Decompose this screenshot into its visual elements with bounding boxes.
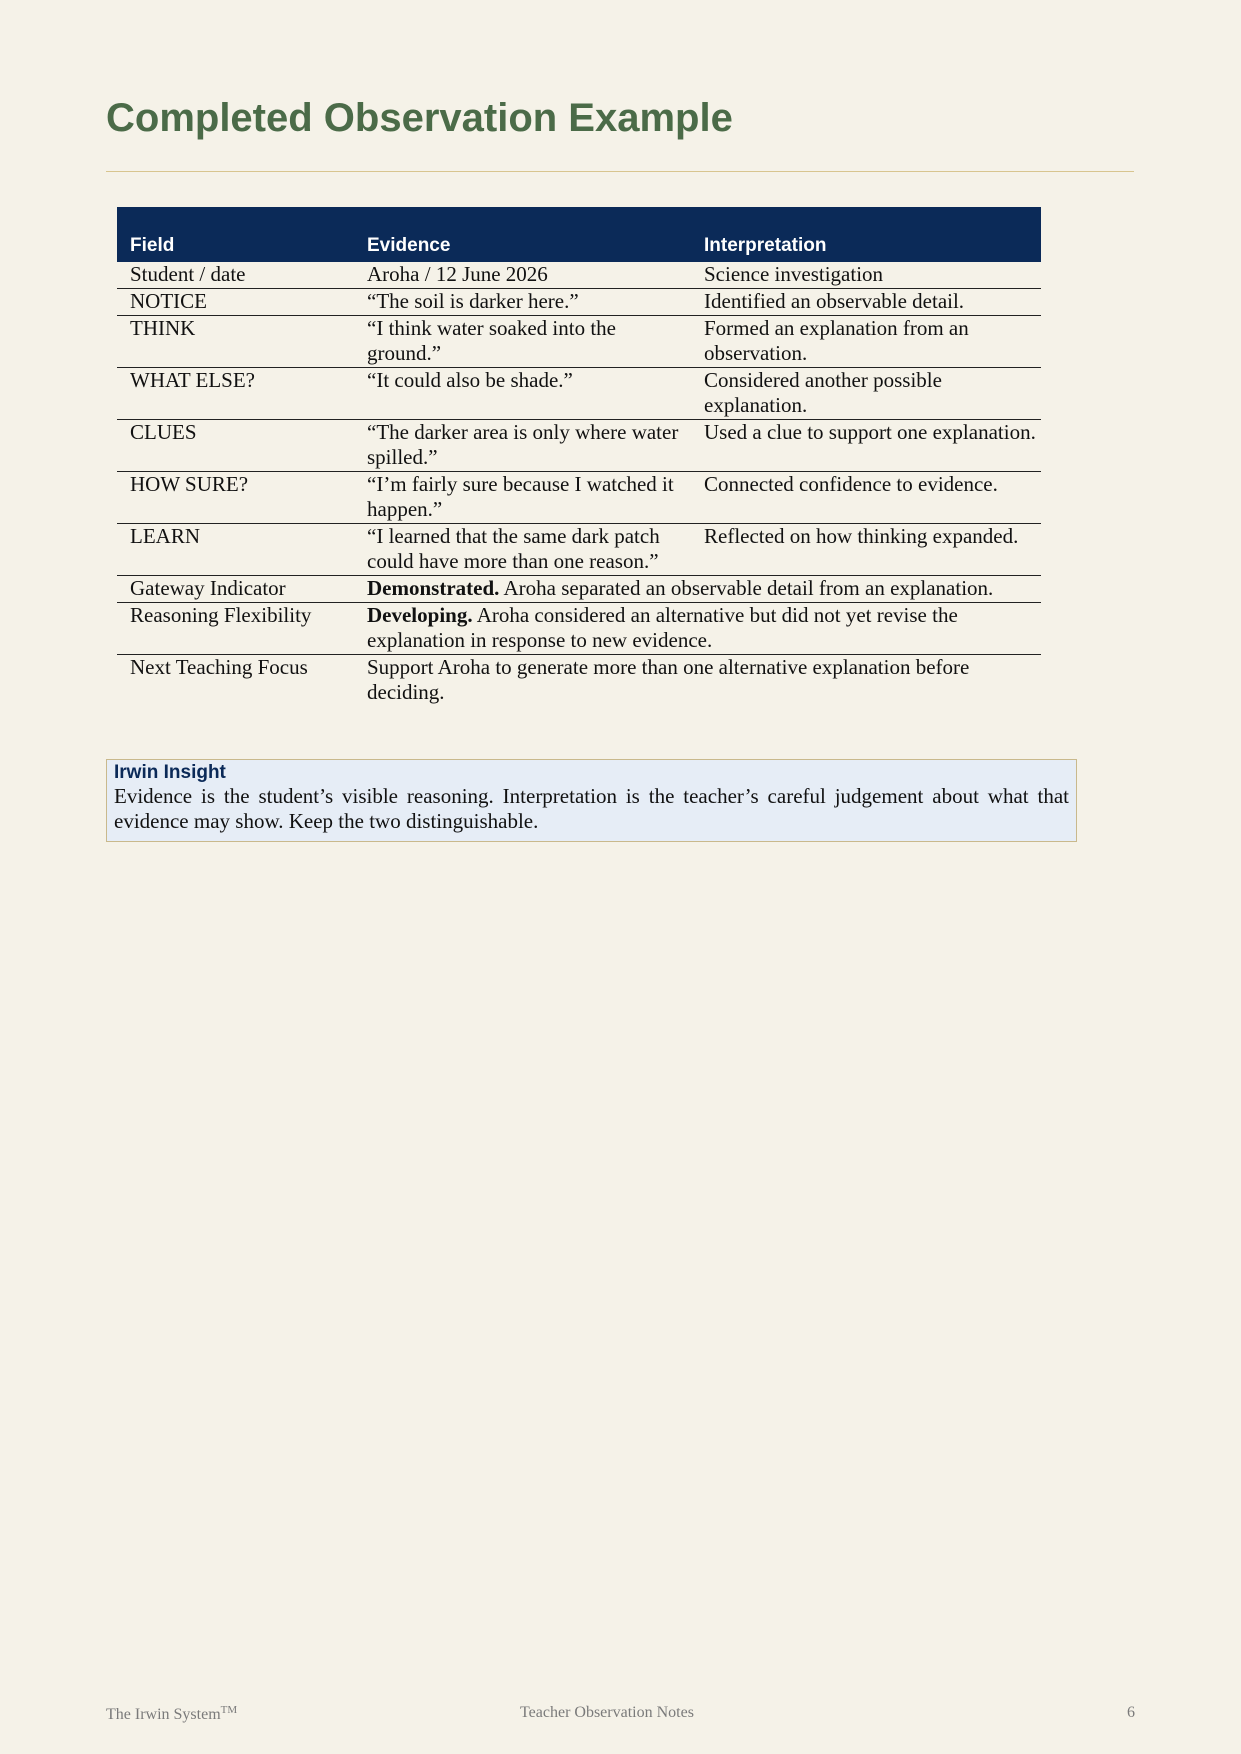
footer-brand [106,1704,237,1724]
field-cell: NOTICE [117,289,354,316]
evidence-cell: “The soil is darker here.” [354,289,691,316]
evidence-cell: “I’m fairly sure because I watched it happen.” [354,472,691,524]
footer-document-title: Teacher Observation Notes [520,1704,694,1721]
header-field: Field [117,207,354,262]
summary-cell [354,576,1041,603]
rating-label: Demonstrated. [367,576,500,600]
footer-brand-text: The Irwin System [106,1706,221,1723]
observation-table [117,207,1041,706]
field-cell: LEARN [117,524,354,576]
field-cell: Gateway Indicator [117,576,354,603]
evidence-cell: “I learned that the same dark patch could have more than one reason.” [354,524,691,576]
field-cell: CLUES [117,420,354,472]
table-row [117,289,1041,316]
field-cell: Next Teaching Focus [130,655,308,679]
evidence-cell: “The darker area is only where water spilled.” [354,420,691,472]
interpretation-cell: Connected confidence to evidence. [691,472,1041,524]
interpretation-cell: Science investigation [691,262,1041,289]
summary-text: Aroha separated an observable detail from an explanation. [503,576,994,600]
field-cell: WHAT ELSE? [117,368,354,420]
interpretation-cell: Reflected on how thinking expanded. [691,524,1041,576]
field-cell: THINK [117,316,354,368]
insight-title: Irwin Insight [114,762,226,783]
page-title: Completed Observation Example [106,96,733,140]
header-interpretation: Interpretation [691,207,1041,262]
evidence-cell: Aroha / 12 June 2026 [354,262,691,289]
title-divider [106,171,1134,172]
interpretation-cell: Identified an observable detail. [691,289,1041,316]
summary-row-next-focus [117,655,1041,707]
field-cell: Student / date [117,262,354,289]
table-header-row [117,207,1041,262]
insight-text: Evidence is the student’s visible reasoning. Interpretation is the teacher’s careful judgement about what that evidence may show. Keep the two distinguishable. [114,784,1069,833]
interpretation-cell: Considered another possible explanation. [691,368,1041,420]
table-row [117,262,1041,289]
summary-row-reasoning [117,603,1041,655]
trademark-mark: TM [220,1704,238,1716]
field-cell: Reasoning Flexibility [117,603,354,655]
insight-box [106,759,1077,842]
summary-cell: Support Aroha to generate more than one alternative explanation before deciding. [367,655,970,704]
summary-cell [354,603,1041,655]
rating-label: Developing. [367,603,473,627]
page-number: 6 [1127,1704,1135,1721]
table-row [117,524,1041,576]
table-row [117,420,1041,472]
table-row [117,472,1041,524]
table-row [117,368,1041,420]
summary-row-gateway [117,576,1041,603]
interpretation-cell: Formed an explanation from an observation. [691,316,1041,368]
interpretation-cell: Used a clue to support one explanation. [691,420,1041,472]
field-cell: HOW SURE? [117,472,354,524]
header-evidence: Evidence [354,207,691,262]
table-row [117,316,1041,368]
evidence-cell: “I think water soaked into the ground.” [354,316,691,368]
summary-text: Aroha considered an alternative but did not yet revise the explanation in response to new evidence. [367,603,958,652]
evidence-cell: “It could also be shade.” [354,368,691,420]
